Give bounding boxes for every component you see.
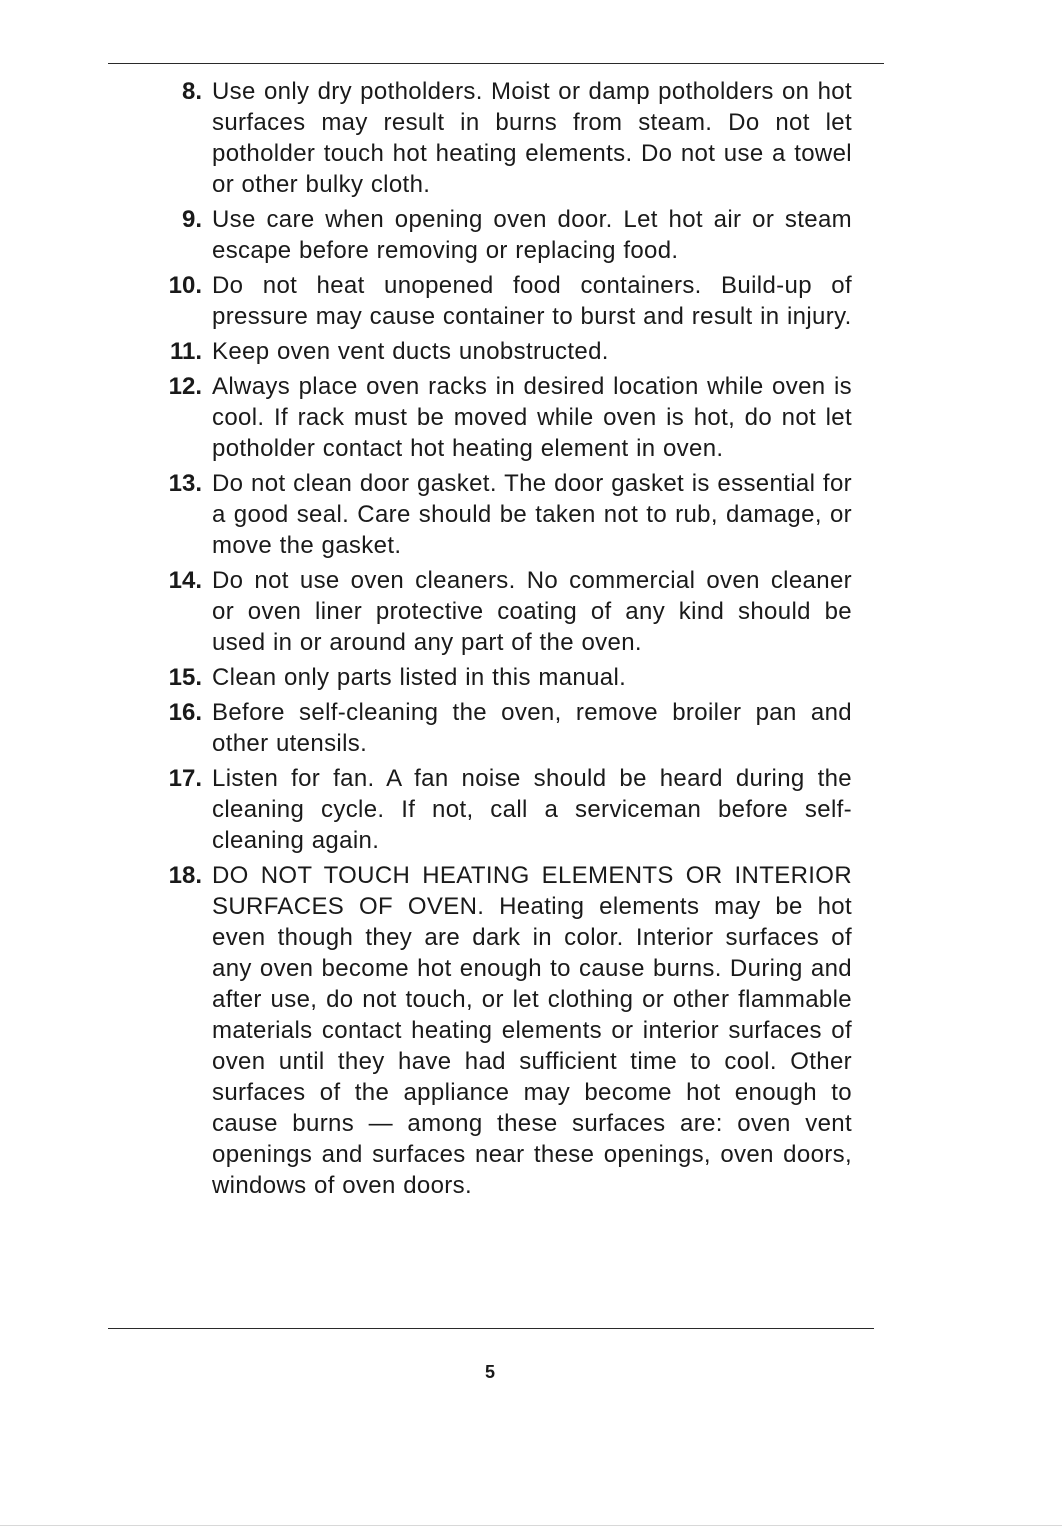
item-text: Keep oven vent ducts unobstructed. xyxy=(212,338,609,365)
item-number: 18. xyxy=(168,862,202,889)
item-text: Before self-cleaning the oven, remove broiler pan and other utensils. xyxy=(212,699,852,757)
item-number: 14. xyxy=(168,567,202,594)
item-text: Clean only parts listed in this manual. xyxy=(212,664,627,691)
item-text: Do not heat unopened food containers. Build-up of pressure may cause container to burst and result in injury. xyxy=(212,272,852,330)
list-item xyxy=(140,662,852,693)
item-number: 15. xyxy=(168,664,202,691)
item-text: Listen for fan. A fan noise should be heard during the cleaning cycle. If not, call a serviceman before self-cleaning again. xyxy=(212,765,852,854)
item-number: 10. xyxy=(168,272,202,299)
item-number: 12. xyxy=(168,373,202,400)
top-rule xyxy=(108,63,884,64)
safety-instructions-list xyxy=(140,76,852,1205)
list-item xyxy=(140,371,852,464)
list-item xyxy=(140,565,852,658)
item-number: 16. xyxy=(168,699,202,726)
list-item xyxy=(140,697,852,759)
bottom-rule xyxy=(108,1328,874,1329)
page-number: 5 xyxy=(484,1362,495,1382)
item-text: Always place oven racks in desired location while oven is cool. If rack must be moved while oven is hot, do not let potholder contact hot heating element in oven. xyxy=(212,373,852,462)
list-item xyxy=(140,76,852,200)
list-item xyxy=(140,270,852,332)
item-number: 8. xyxy=(181,78,202,105)
item-text: Do not clean door gasket. The door gasket is essential for a good seal. Care should be taken not to rub, damage, or move the gasket. xyxy=(212,470,852,559)
list-item xyxy=(140,336,852,367)
list-item xyxy=(140,204,852,266)
list-item xyxy=(140,860,852,1201)
item-number: 9. xyxy=(181,206,202,233)
list-item xyxy=(140,763,852,856)
item-number: 13. xyxy=(168,470,202,497)
item-text: Use only dry potholders. Moist or damp potholders on hot surfaces may result in burns from steam. Do not let potholder touch hot heating elements. Do not use a towel or other bulky cloth. xyxy=(212,78,852,198)
item-text: Use care when opening oven door. Let hot air or steam escape before removing or replacing food. xyxy=(212,206,852,264)
list-item xyxy=(140,468,852,561)
item-text: Do not use oven cleaners. No commercial oven cleaner or oven liner protective coating of any kind should be used in or around any part of the oven. xyxy=(212,567,852,656)
item-number: 11. xyxy=(169,338,202,365)
item-number: 17. xyxy=(168,765,202,792)
item-text: DO NOT TOUCH HEATING ELEMENTS OR INTERIOR SURFACES OF OVEN. Heating elements may be hot even though they are dark in color. Interior surfaces of any oven become hot enough to cause burns. During and after use, do not touch, or let clothing or other flammable materials contact heating elements or interior surfaces of oven until they have had sufficient time to cool. Other surfaces of the appliance may become hot enough to cause burns — among these surfaces are: oven vent openings and surfaces near these openings, oven doors, windows of oven doors. xyxy=(212,862,852,1199)
scan-edge-line xyxy=(0,1525,1062,1526)
